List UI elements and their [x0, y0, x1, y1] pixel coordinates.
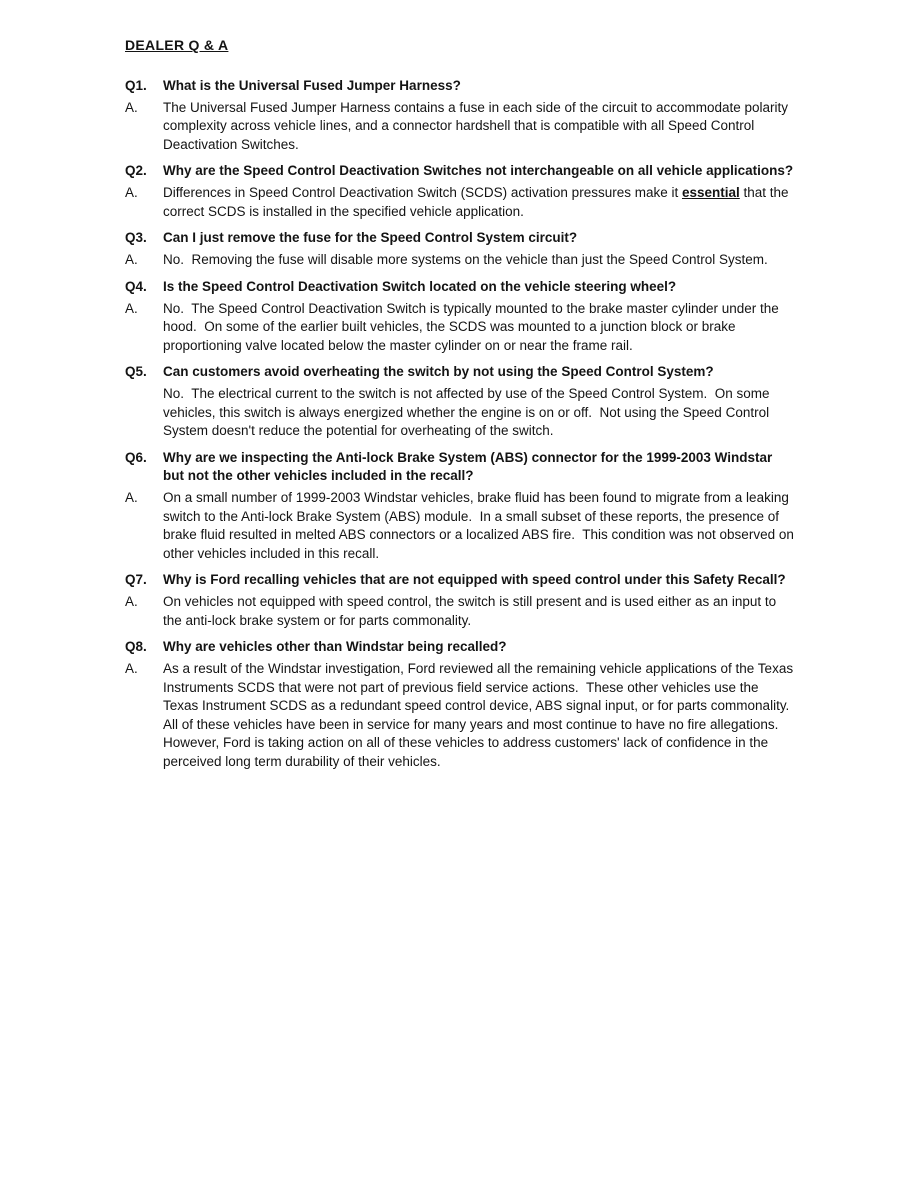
qa-list — [125, 77, 798, 772]
answer-text: The Universal Fused Jumper Harness contains a fuse in each side of the circuit to accommodate polarity complexity across vehicle lines, and a connector hardshell that is compatible with all Speed Control Deactivation Switches. — [163, 99, 792, 152]
question-row — [125, 162, 795, 181]
question-number: Q8. — [125, 639, 147, 654]
question-text: Why are vehicles other than Windstar being recalled? — [163, 639, 507, 654]
question-number: Q3. — [125, 230, 147, 245]
answer-text: On vehicles not equipped with speed control, the switch is still present and is used either as an input to the anti-lock brake system or for parts commonality. — [163, 594, 780, 628]
answer-label: A. — [125, 661, 138, 676]
question-text: Why is Ford recalling vehicles that are not equipped with speed control under this Safety Recall? — [163, 572, 786, 587]
answer-row — [125, 385, 795, 441]
question-row — [125, 638, 795, 657]
question-number: Q4. — [125, 278, 147, 294]
question-text: Is the Speed Control Deactivation Switch located on the vehicle steering wheel? — [163, 278, 677, 294]
answer-row — [125, 184, 795, 221]
question-row — [125, 229, 795, 248]
question-row — [125, 363, 795, 382]
answer-text: No. Removing the fuse will disable more systems on the vehicle than just the Speed Control System. — [163, 252, 768, 267]
answer-text: No. The electrical current to the switch is not affected by use of the Speed Control System. On some vehicles, this switch is always energized whether the engine is on or off. Not using the Speed Control System doesn't reduce the potential for overheating of the switch. — [163, 386, 774, 438]
answer-row — [125, 660, 795, 771]
answer-text: As a result of the Windstar investigation, Ford reviewed all the remaining vehicle applications of the Texas Instruments SCDS that were not part of previous field service actions. These other vehicles use the Texas Instrument SCDS as a redundant speed control device, ABS signal input, or for parts commonality. All of these vehicles have been in service for many years and most continue to have no fire allegations. However, Ford is taking action on all of these vehicles to address customers' lack of confidence in the perceived long term durability of their vehicles. — [163, 661, 797, 769]
page-title: DEALER Q & A — [125, 37, 229, 53]
qa-item — [125, 278, 795, 356]
answer-text: Differences in Speed Control Deactivation Switch (SCDS) activation pressures make it essential that the correct SCDS is installed in the specified vehicle application. — [163, 185, 793, 219]
question-text: Why are the Speed Control Deactivation Switches not interchangeable on all vehicle applications? — [163, 163, 794, 178]
answer-row — [125, 300, 795, 356]
question-number: Q1. — [125, 77, 147, 93]
question-number: Q5. — [125, 364, 147, 379]
answer-row — [125, 489, 798, 563]
answer-row — [125, 251, 795, 270]
question-text: Can customers avoid overheating the switch by not using the Speed Control System? — [163, 364, 714, 379]
question-row — [125, 571, 795, 590]
qa-item — [125, 77, 795, 155]
qa-item — [125, 571, 795, 630]
question-text: Why are we inspecting the Anti-lock Brake System (ABS) connector for the 1999-2003 Windstar but not the other vehicles included in the recall? — [163, 449, 777, 483]
question-number: Q6. — [125, 449, 147, 465]
answer-label: A. — [125, 99, 138, 115]
qa-item — [125, 363, 795, 441]
answer-label: A. — [125, 594, 138, 609]
answer-label: A. — [125, 252, 138, 267]
question-row — [125, 449, 795, 486]
qa-item — [125, 638, 795, 771]
question-number: Q7. — [125, 572, 147, 587]
answer-label: A. — [125, 300, 138, 316]
question-text: Can I just remove the fuse for the Speed Control System circuit? — [163, 230, 578, 245]
answer-text: No. The Speed Control Deactivation Switch is typically mounted to the brake master cylinder under the hood. On some of the earlier built vehicles, the SCDS was mounted to a junction block or brake proportioning valve located below the master cylinder on or near the frame rail. — [163, 300, 783, 353]
answer-row — [125, 99, 795, 155]
question-row — [125, 278, 795, 297]
qa-item — [125, 229, 795, 270]
question-row — [125, 77, 795, 96]
question-text: What is the Universal Fused Jumper Harness? — [163, 77, 461, 93]
qa-item — [125, 449, 798, 564]
question-number: Q2. — [125, 163, 147, 178]
qa-item — [125, 162, 795, 221]
answer-label: A. — [125, 185, 138, 200]
emphasized-word: essential — [681, 185, 740, 200]
answer-text: On a small number of 1999-2003 Windstar vehicles, brake fluid has been found to migrate from a leaking switch to the Anti-lock Brake System (ABS) module. In a small subset of these reports, the presence of brake fluid resulted in melted ABS connectors or a localized ABS fire. This condition was not observed on other vehicles included in this recall. — [163, 490, 798, 561]
answer-row — [125, 593, 795, 630]
answer-label: A. — [125, 490, 138, 505]
